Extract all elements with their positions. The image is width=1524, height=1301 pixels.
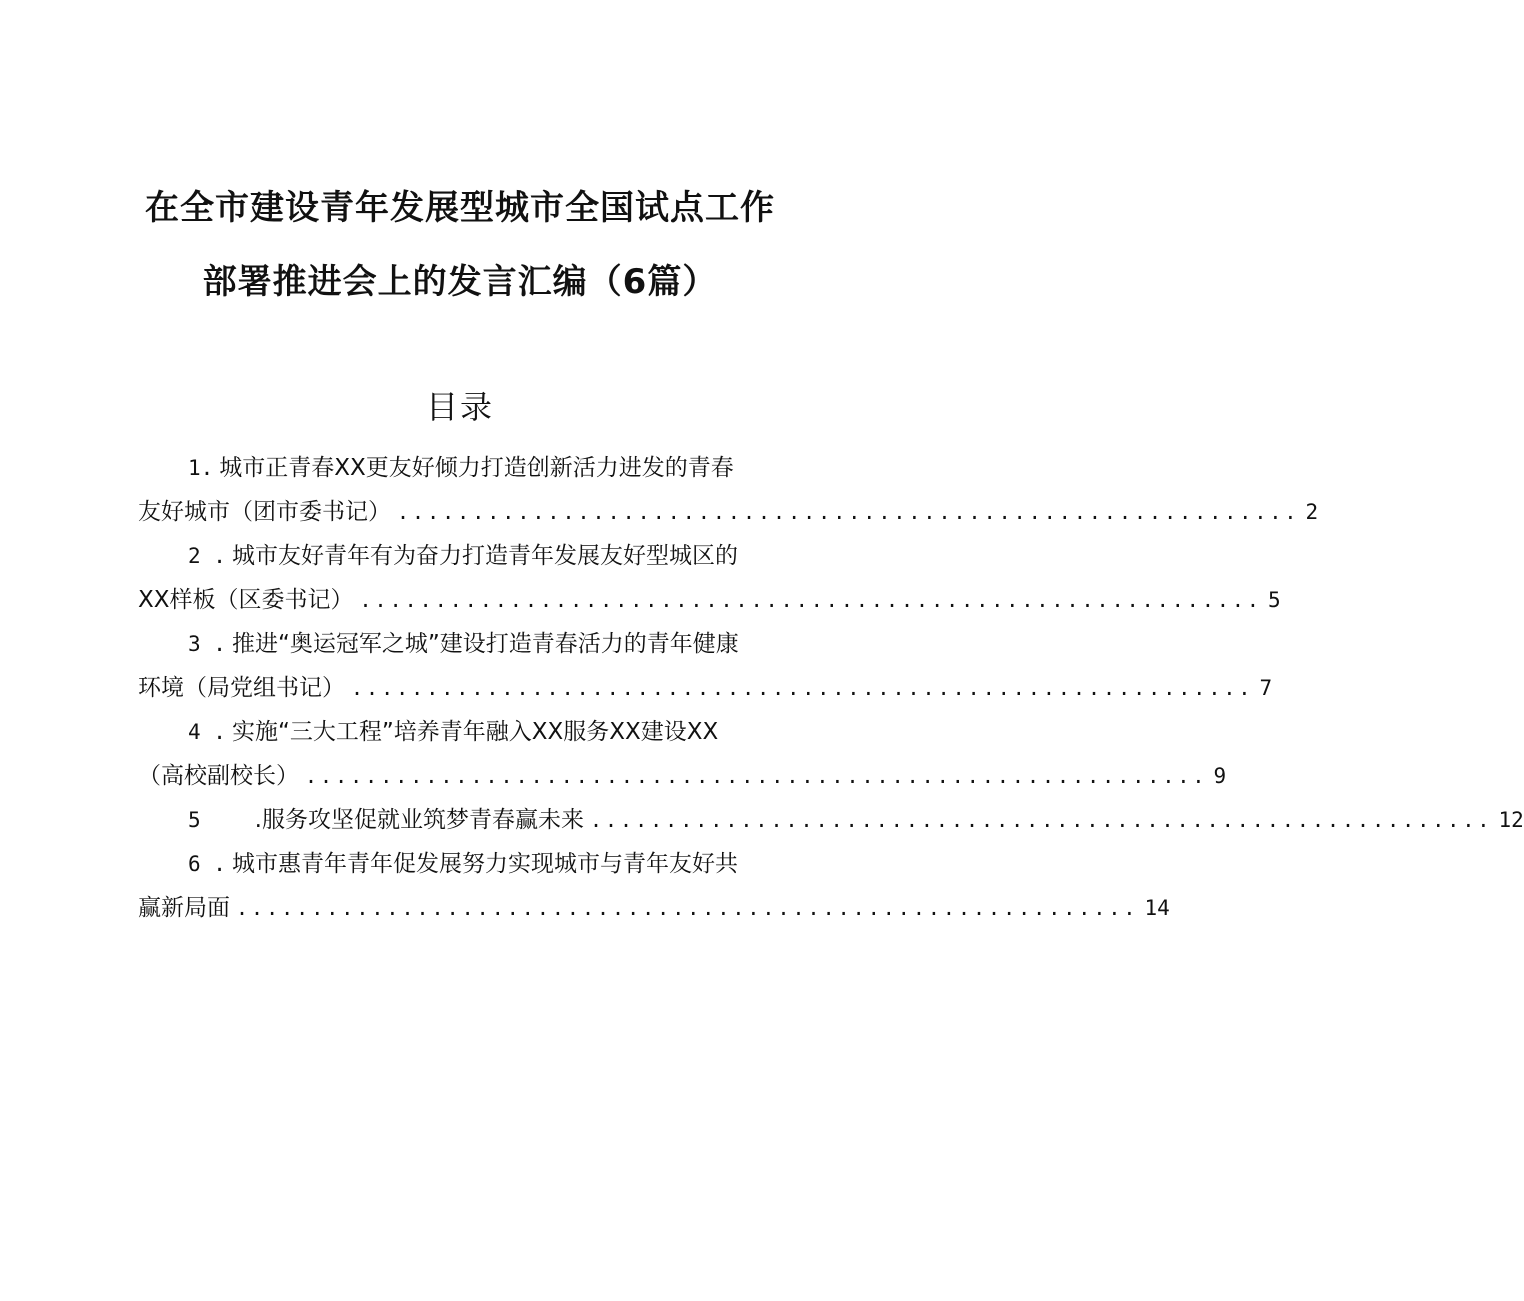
toc-entry-1-title-cont: 友好城市（团市委书记） bbox=[138, 499, 391, 525]
toc-entry-3-line-2[interactable] bbox=[138, 666, 1273, 710]
toc-entry-2-title-cont: XX样板（区委书记） bbox=[138, 587, 354, 613]
toc-entry-2-title: 城市友好青年有为奋力打造青年发展友好型城区的 bbox=[231, 543, 738, 569]
toc-entry-1-number: 1. bbox=[188, 456, 214, 480]
toc-entry-4-page: 9 bbox=[1213, 764, 1227, 788]
toc-entry-1-page: 2 bbox=[1305, 500, 1319, 524]
toc-entry-6-line-2[interactable] bbox=[138, 886, 1170, 930]
toc-entry-3-title-cont: 环境（局党组书记） bbox=[138, 675, 345, 701]
toc-leader-dots: ............................................................ bbox=[305, 764, 1208, 788]
toc-entry-6-title-cont: 赢新局面 bbox=[138, 895, 230, 921]
toc-entry-2-line-2[interactable] bbox=[138, 578, 1281, 622]
toc-leader-dots: ............................................................ bbox=[589, 808, 1493, 832]
toc-entry-4-title: 实施“三大工程”培养青年融入XX服务XX建设XX bbox=[231, 719, 719, 745]
toc-entry-5-number: 5 bbox=[188, 808, 201, 832]
toc-entry-3-page: 7 bbox=[1259, 676, 1273, 700]
toc-entry-4-title-cont: （高校副校长） bbox=[138, 763, 299, 789]
toc-entry-5-line-1[interactable] bbox=[138, 798, 1524, 842]
toc-entry-4-number: 4 . bbox=[188, 720, 226, 744]
toc-entry-1-line-2[interactable] bbox=[138, 490, 1319, 534]
toc-entry-1-line-1[interactable] bbox=[138, 446, 784, 490]
toc-entry-3-number: 3 . bbox=[188, 632, 226, 656]
toc-entry-5-page: 12 bbox=[1498, 808, 1524, 832]
toc-leader-dots: ............................................................ bbox=[236, 896, 1139, 920]
toc-leader-dots: ............................................................ bbox=[351, 676, 1254, 700]
toc-entry-2-page: 5 bbox=[1267, 588, 1281, 612]
table-of-contents bbox=[138, 446, 1524, 930]
document-title-line-1: 在全市建设青年发展型城市全国试点工作 bbox=[145, 188, 775, 228]
toc-leader-dots: ............................................................ bbox=[397, 500, 1300, 524]
toc-entry-3-title: 推进“奥运冠军之城”建设打造青春活力的青年健康 bbox=[231, 631, 739, 657]
toc-entry-6-page: 14 bbox=[1144, 896, 1170, 920]
toc-leader-dots: ............................................................ bbox=[359, 588, 1262, 612]
toc-heading: 目录 bbox=[425, 388, 494, 426]
toc-entry-1-title: 城市正青春XX更友好倾力打造创新活力进发的青春 bbox=[219, 455, 734, 481]
toc-entry-6-line-1[interactable] bbox=[138, 842, 784, 886]
toc-entry-6-number: 6 . bbox=[188, 852, 226, 876]
toc-entry-2-number: 2 . bbox=[188, 544, 226, 568]
toc-entry-6-title: 城市惠青年青年促发展努力实现城市与青年友好共 bbox=[231, 851, 738, 877]
toc-entry-3-line-1[interactable] bbox=[138, 622, 784, 666]
toc-entry-4-line-2[interactable] bbox=[138, 754, 1227, 798]
document-title-line-2: 部署推进会上的发言汇编（6篇） bbox=[202, 262, 718, 302]
toc-entry-4-line-1[interactable] bbox=[138, 710, 784, 754]
toc-entry-5-title: .服务攻坚促就业筑梦青春赢未来 bbox=[254, 807, 584, 833]
toc-entry-2-line-1[interactable] bbox=[138, 534, 784, 578]
